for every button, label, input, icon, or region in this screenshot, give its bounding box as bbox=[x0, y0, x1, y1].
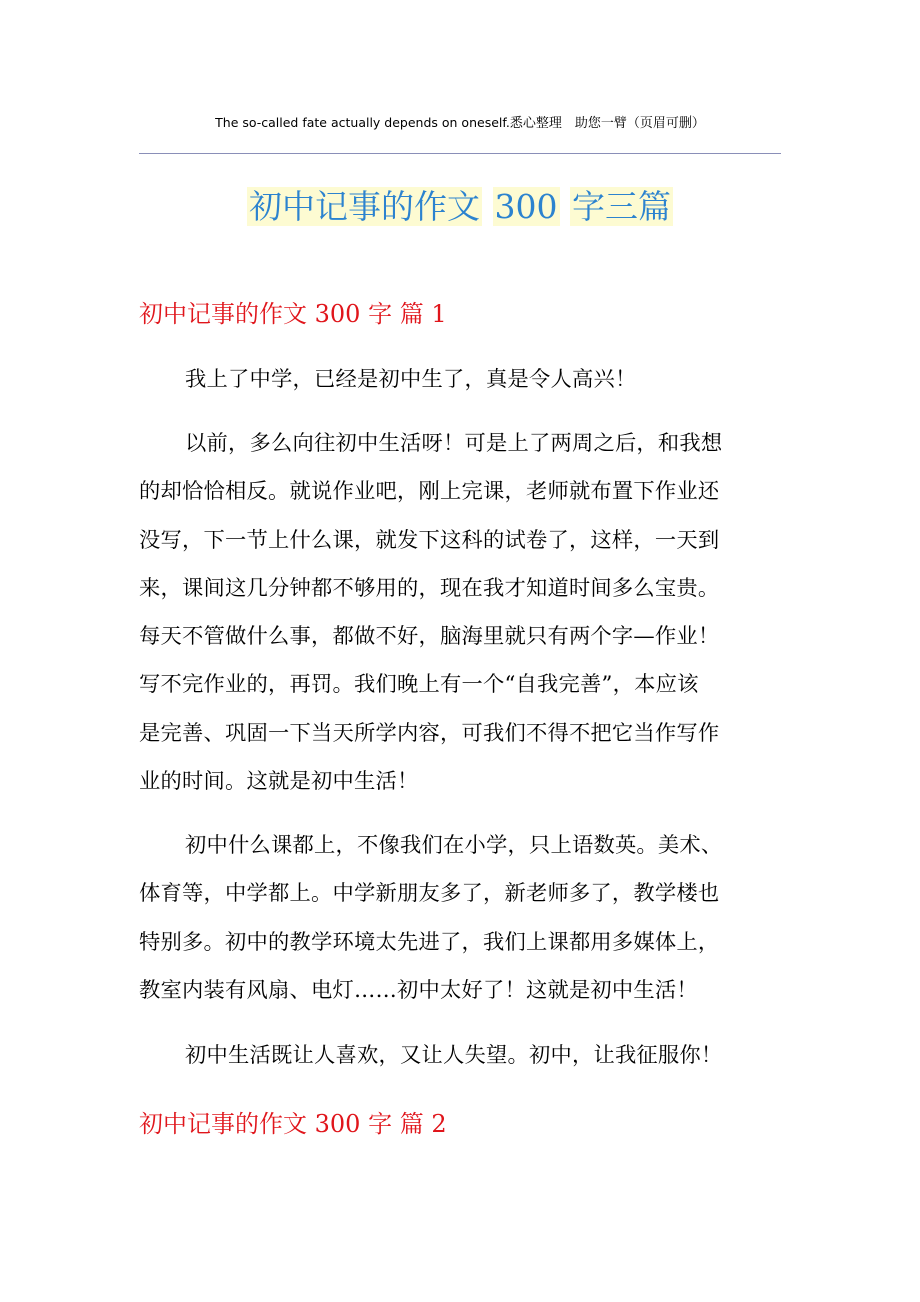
header-divider bbox=[139, 153, 781, 154]
paragraph-2 bbox=[139, 420, 781, 806]
paragraph-line: 我上了中学，已经是初中生了，真是令人高兴！ bbox=[185, 367, 637, 392]
paragraph-1 bbox=[139, 356, 781, 404]
page-header bbox=[139, 114, 781, 133]
title-part-3: 字三篇 bbox=[572, 187, 671, 226]
paragraph-3 bbox=[139, 822, 781, 1015]
paragraph-line: 来，课间这几分钟都不够用的，现在我才知道时间多么宝贵。 bbox=[139, 575, 720, 601]
paragraph-line: 写不完作业的，再罚。我们晚上有一个“自我完善”，本应该 bbox=[139, 672, 699, 698]
paragraph-line: 没写，下一节上什么课，就发下这科的试卷了，这样，一天到 bbox=[139, 527, 720, 553]
paragraph-line: 特别多。初中的教学环境太先进了，我们上课都用多媒体上， bbox=[139, 929, 720, 955]
paragraph-4 bbox=[139, 1032, 781, 1080]
paragraph-line: 的却恰恰相反。就说作业吧，刚上完课，老师就布置下作业还 bbox=[139, 479, 720, 505]
paragraph-line: 教室内装有风扇、电灯……初中太好了！这就是初中生活！ bbox=[139, 977, 698, 1003]
title-part-2: 300 bbox=[494, 187, 558, 226]
paragraph-line: 以前，多么向往初中生活呀！可是上了两周之后，和我想 bbox=[185, 431, 723, 456]
paragraph-line: 业的时间。这就是初中生活！ bbox=[139, 769, 419, 795]
section-heading-2: 初中记事的作文 300 字 篇 2 bbox=[139, 1110, 447, 1138]
header-chinese-text: 悉心整理 助您一臂（页眉可删） bbox=[509, 116, 705, 131]
document-title bbox=[0, 184, 920, 230]
paragraph-line: 初中生活既让人喜欢，又让人失望。初中，让我征服你！ bbox=[185, 1043, 723, 1068]
header-english-text: The so-called fate actually depends on oneself. bbox=[215, 115, 510, 130]
paragraph-line: 每天不管做什么事，都做不好，脑海里就只有两个字—作业！ bbox=[139, 624, 720, 650]
title-part-1: 初中记事的作文 bbox=[249, 187, 480, 226]
paragraph-line: 是完善、巩固一下当天所学内容，可我们不得不把它当作写作 bbox=[139, 720, 720, 746]
paragraph-line: 体育等，中学都上。中学新朋友多了，新老师多了，教学楼也 bbox=[139, 881, 720, 907]
section-heading-1: 初中记事的作文 300 字 篇 1 bbox=[139, 300, 447, 328]
paragraph-line: 初中什么课都上，不像我们在小学，只上语数英。美术、 bbox=[185, 833, 723, 858]
